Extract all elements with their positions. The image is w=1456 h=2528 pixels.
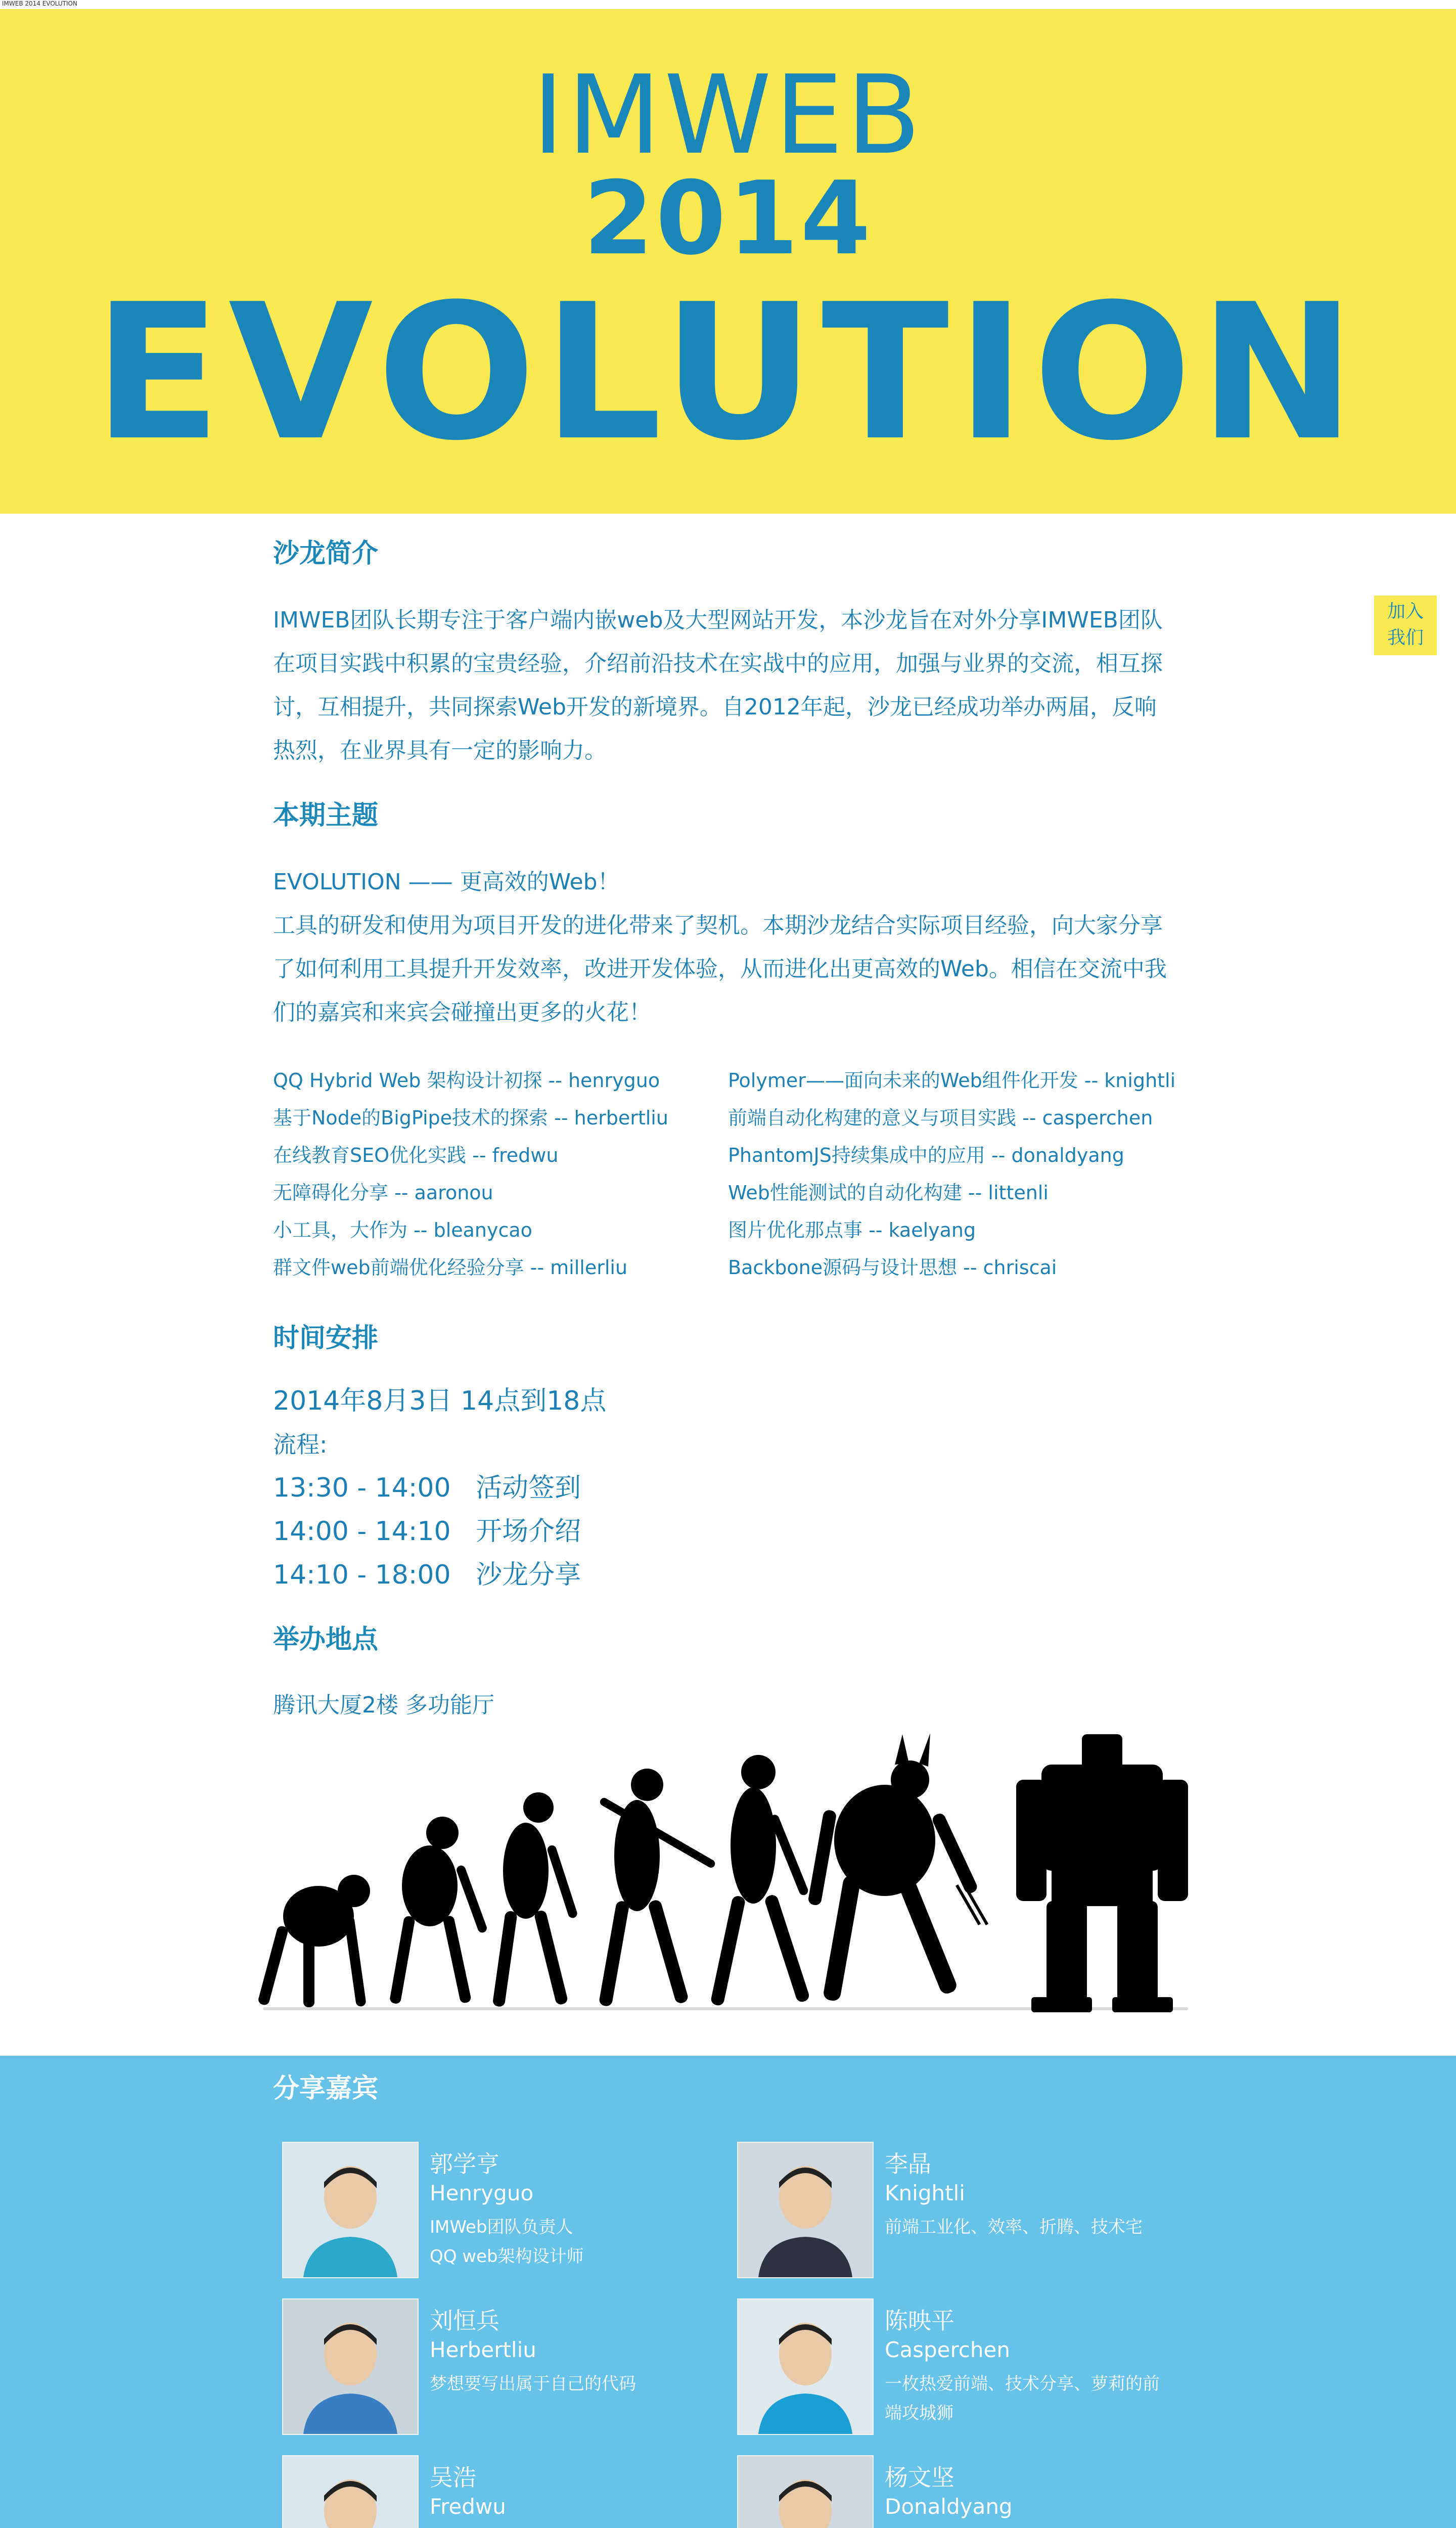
guest-avatar [282,2455,419,2528]
guest-name-cn: 杨文坚 [885,2464,954,2491]
guest-name-en: Casperchen [885,2337,1010,2362]
guest-card [273,2298,728,2440]
ground-line [263,2007,1188,2010]
caveman-silhouette [599,1769,716,2007]
venue-place: 腾讯大厦2楼 多功能厅 [273,1692,494,1718]
ape-silhouette-2 [389,1817,488,2004]
topic-item[interactable]: 小工具，大作为 -- bleanycao [273,1219,532,1241]
schedule-heading: 时间安排 [273,1323,379,1353]
guest-avatar [282,2142,419,2278]
robot-silhouette [1016,1734,1188,2012]
guests-section [0,2056,1456,2528]
topic-item[interactable]: 基于Node的BigPipe技术的探索 -- herbertliu [273,1107,668,1129]
schedule-block [273,1379,880,1597]
person-icon [283,2143,418,2277]
topic-item[interactable]: Polymer——面向未来的Web组件化开发 -- knightli [728,1069,1176,1092]
schedule-item: 13:30 - 14:00 活动签到 [273,1473,581,1503]
guest-description: 一枚热爱前端、技术分享、萝莉的前端攻城狮 [885,2374,1160,2423]
topic-item[interactable]: 在线教育SEO优化实践 -- fredwu [273,1144,559,1166]
topic-column-right [728,1062,1183,1286]
topic-item[interactable]: 图片优化那点事 -- kaelyang [728,1219,976,1241]
topic-item[interactable]: QQ Hybrid Web 架构设计初探 -- henryguo [273,1069,660,1092]
schedule-flow-label: 流程: [273,1431,328,1458]
join-us-button[interactable] [1374,596,1437,655]
guest-card [728,2455,1183,2528]
guest-card [728,2298,1183,2440]
guest-card [273,2455,728,2528]
guest-name-en: Fredwu [430,2494,506,2519]
ape-silhouette-1 [257,1875,370,2007]
guest-name-cn: 郭学亨 [430,2150,499,2178]
guests-heading: 分享嘉宾 [273,2073,379,2104]
guest-name-cn: 李晶 [885,2150,931,2178]
guest-name-en: Knightli [885,2181,965,2205]
clawed-hero-silhouette [807,1733,988,2002]
guest-description: IMWeb团队负责人 QQ web架构设计师 [430,2217,584,2267]
person-icon [738,2456,873,2528]
topic-item[interactable]: 无障碍化分享 -- aaronou [273,1182,493,1204]
guest-name-cn: 陈映平 [885,2307,954,2334]
theme-text: 工具的研发和使用为项目开发的进化带来了契机。本期沙龙结合实际项目经验，向大家分享了如何利用工具提升开发效率，改进开发体验，从而进化出更高效的Web。相信在交流中我们的嘉宾和来宾会碰撞出更多的火花！ [273,913,1167,1025]
venue-heading: 举办地点 [273,1624,379,1655]
guest-card [273,2142,728,2283]
banner-evolution: EVOLUTION [93,264,1363,482]
join-us-line2: 我们 [1387,627,1424,648]
human-silhouette [710,1755,810,2007]
guest-name-cn: 吴浩 [430,2464,476,2491]
schedule-item: 14:00 - 14:10 开场介绍 [273,1516,581,1547]
early-human-silhouette-1 [492,1792,578,2007]
intro-text: IMWEB团队长期专注于客户端内嵌web及大型网站开发，本沙龙旨在对外分享IMWEB团队在项目实践中积累的宝贵经验，介绍前沿技术在实战中的应用，加强与业界的交流，相互探讨，互相提升，共同探索Web开发的新境界。自2012年起，沙龙已经成功举办两届，反响热烈，在业界具有一定的影响力。 [273,607,1163,763]
schedule-date: 2014年8月3日 14点到18点 [273,1386,607,1416]
guest-name-cn: 刘恒兵 [430,2307,499,2334]
guest-avatar [737,2142,874,2278]
banner-year: 2014 [583,160,873,278]
topic-item[interactable]: PhantomJS持续集成中的应用 -- donaldyang [728,1144,1124,1166]
guest-description: 前端工业化、效率、折腾、技术宅 [885,2217,1143,2237]
hero-banner [0,9,1456,514]
evolution-silhouette-illustration [243,1724,1213,2017]
person-icon [738,2299,873,2434]
intro-heading: 沙龙简介 [273,538,379,569]
topic-item[interactable]: 群文件web前端优化经验分享 -- millerliu [273,1256,628,1279]
topic-column-left [273,1062,728,1286]
guest-name-en: Henryguo [430,2181,534,2205]
guest-name-en: Herbertliu [430,2337,536,2362]
join-us-line1: 加入 [1387,601,1424,622]
guest-description [885,2526,1168,2528]
guest-avatar [737,2298,874,2435]
guest-description: 梦想要写出属于自己的代码 [430,2374,636,2394]
schedule-item: 14:10 - 18:00 沙龙分享 [273,1560,581,1590]
theme-tagline: EVOLUTION —— 更高效的Web！ [273,869,620,895]
guest-name-en: Donaldyang [885,2494,1013,2519]
person-icon [283,2299,418,2434]
guest-card [728,2142,1183,2283]
person-icon [738,2143,873,2277]
guest-description [430,2526,713,2528]
browser-title: IMWEB 2014 EVOLUTION [2,0,77,7]
topic-item[interactable]: Web性能测试的自动化构建 -- littenli [728,1182,1049,1204]
banner-imweb: IMWEB [532,52,924,178]
topic-item[interactable]: Backbone源码与设计思想 -- chriscai [728,1256,1057,1279]
topic-item[interactable]: 前端自动化构建的意义与项目实践 -- casperchen [728,1107,1153,1129]
person-icon [283,2456,418,2528]
theme-heading: 本期主题 [273,800,379,831]
guest-avatar [282,2298,419,2435]
guest-avatar [737,2455,874,2528]
